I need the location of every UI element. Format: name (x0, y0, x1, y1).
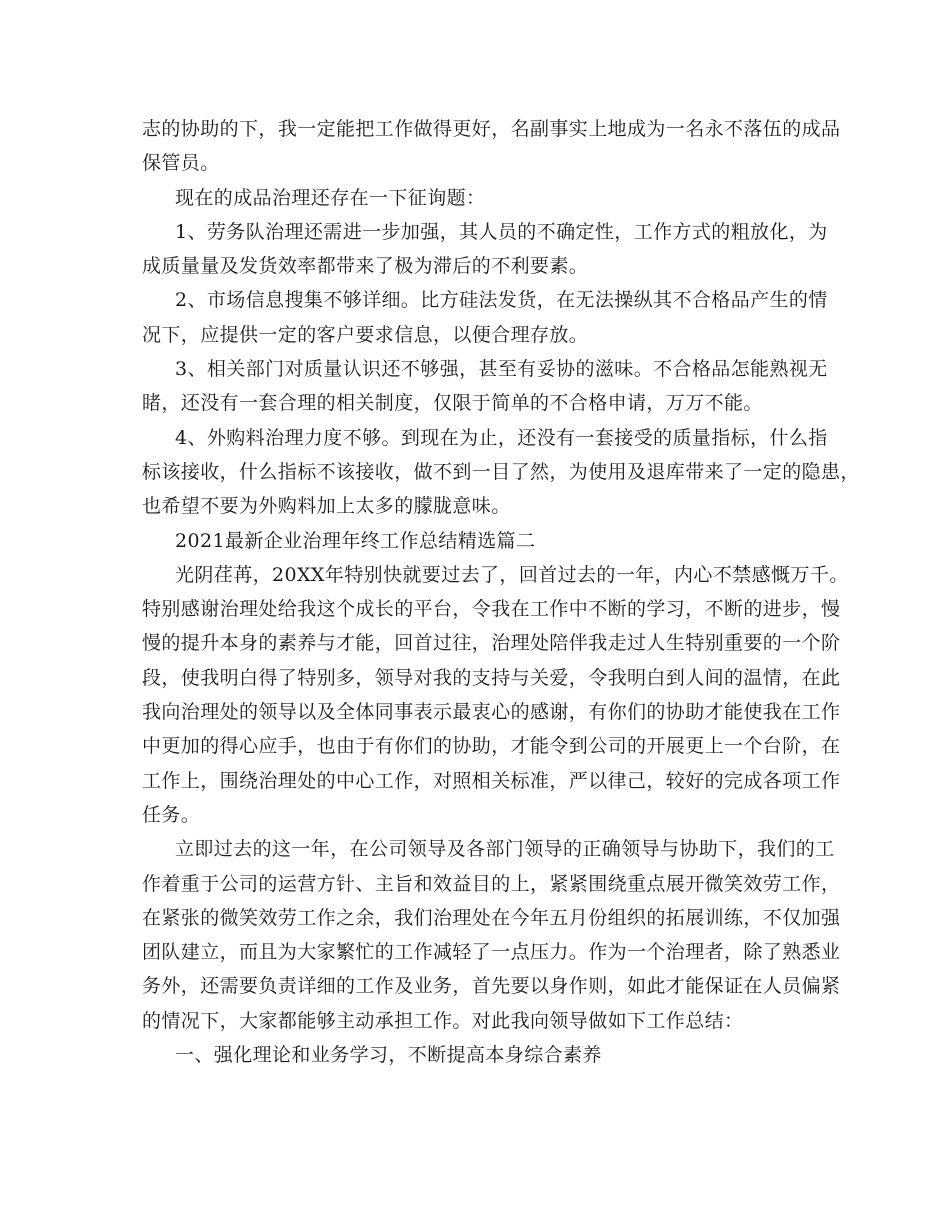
text-line: 务外，还需要负责详细的工作及业务，首先要以身作则，如此才能保证在人员偏紧 (142, 975, 841, 998)
text-line: 我向治理处的领导以及全体同事表示最衷心的感谢，有你们的协助才能使我在工作 (142, 701, 841, 724)
text-line: 团队建立，而且为大家繁忙的工作减轻了一点压力。作为一个治理者，除了熟悉业 (142, 941, 841, 964)
text-line: 光阴荏苒，20XX年特别快就要过去了，回首过去的一年，内心不禁感慨万千。 (175, 563, 849, 586)
text-line: 1、劳务队治理还需进一步加强，其人员的不确定性，工作方式的粗放化，为 (175, 220, 828, 243)
text-line: 段，使我明白得了特别多，领导对我的支持与关爱，令我明白到人间的温情，在此 (142, 666, 841, 689)
text-line: 中更加的得心应手，也由于有你们的协助，才能令到公司的开展更上一个台阶，在 (142, 735, 841, 758)
text-line: 作着重于公司的运营方针、主旨和效益目的上，紧紧围绕重点展开微笑效劳工作， (142, 872, 841, 895)
text-line: 特别感谢治理处给我这个成长的平台，令我在工作中不断的学习，不断的进步，慢 (142, 598, 841, 621)
text-line: 慢的提升本身的素养与才能，回首过往，治理处陪伴我走过人生特别重要的一个阶 (142, 632, 841, 655)
text-line: 4、外购料治理力度不够。到现在为止，还没有一套接受的质量指标，什么指 (175, 426, 828, 449)
text-line: 一、强化理论和业务学习，不断提高本身综合素养 (175, 1044, 602, 1067)
text-line: 的情况下，大家都能够主动承担工作。对此我向领导做如下工作总结： (142, 1009, 744, 1032)
text-line: 况下，应提供一定的客户要求信息，以便合理存放。 (142, 323, 589, 346)
text-line: 工作上，围绕治理处的中心工作，对照相关标准，严以律己，较好的完成各项工作 (142, 769, 841, 792)
text-line: 在紧张的微笑效劳工作之余，我们治理处在今年五月份组织的拓展训练，不仅加强 (142, 906, 841, 929)
text-line: 立即过去的这一年，在公司领导及各部门领导的正确领导与协助下，我们的工 (175, 838, 835, 861)
text-line: 2、市场信息搜集不够详细。比方硅法发货，在无法操纵其不合格品产生的情 (175, 289, 828, 312)
text-line: 睹，还没有一套合理的相关制度，仅限于简单的不合格申请，万万不能。 (142, 392, 763, 415)
text-line: 现在的成品治理还存在一下征询题： (175, 186, 486, 209)
text-line: 志的协助的下，我一定能把工作做得更好，名副事实上地成为一名永不落伍的成品 (142, 118, 841, 140)
text-line: 3、相关部门对质量认识还不够强，甚至有妥协的滋味。不合格品怎能熟视无 (175, 358, 828, 381)
text-line: 任务。 (142, 803, 201, 826)
text-line: 也希望不要为外购料加上太多的朦胧意味。 (142, 495, 511, 518)
text-line: 标该接收，什么指标不该接收，做不到一目了然，为使用及退库带来了一定的隐患， (142, 460, 860, 483)
text-line: 成质量量及发货效率都带来了极为滞后的不利要素。 (142, 255, 589, 278)
document-body (142, 112, 860, 1072)
text-line: 2021最新企业治理年终工作总结精选篇二 (175, 529, 536, 552)
text-line: 保管员。 (142, 152, 220, 175)
